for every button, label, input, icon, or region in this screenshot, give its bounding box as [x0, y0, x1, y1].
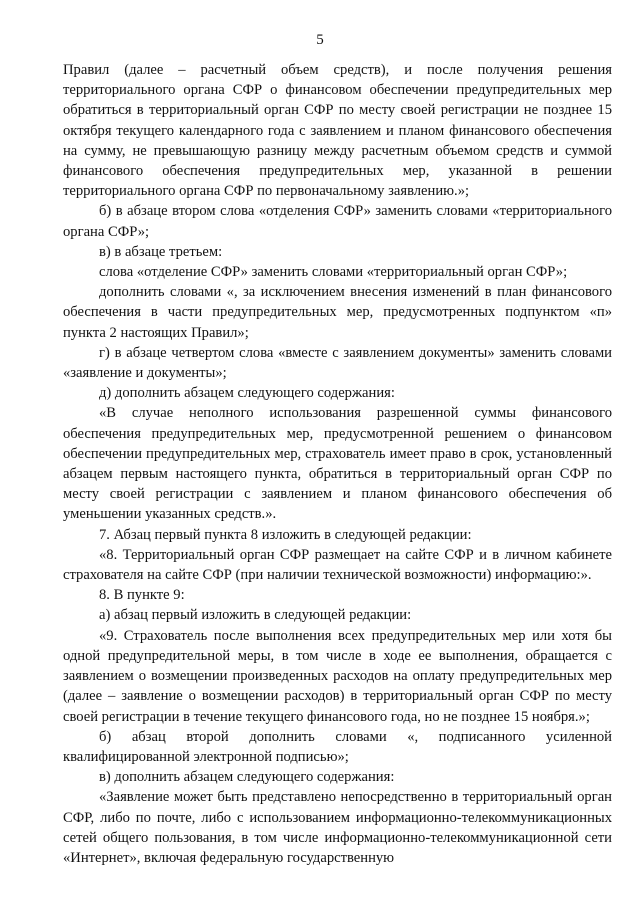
paragraph: в) в абзаце третьем:: [99, 243, 223, 260]
document-body: [63, 60, 612, 868]
paragraph: б) в абзаце втором слова «отделения СФР» заменить словами «территориального органа СФР»;: [63, 203, 612, 240]
paragraph: а) абзац первый изложить в следующей редакции:: [99, 607, 412, 624]
paragraph: дополнить словами «, за исключением внесения изменений в план финансового обеспечения в части предупредительных мер, предусмотренных подпунктом «п» пункта 2 настоящих Правил»;: [63, 284, 612, 341]
paragraph: «Заявление может быть представлено непосредственно в территориальный орган СФР, либо по почте, либо с использованием информационно-телекоммуникационных сетей общего пользования, в том числе информационно-телекоммуникационной сети «Интернет», включая федеральную государственную: [63, 789, 612, 866]
paragraph: «8. Территориальный орган СФР размещает на сайте СФР и в личном кабинете страхователя на сайте СФР (при наличии технической возможности) информацию:».: [63, 546, 612, 584]
page-number: 5: [316, 32, 324, 48]
paragraph: Правил (далее – расчетный объем средств), и после получения решения территориального органа СФР о финансовом обеспечении предупредительных мер обратиться в территориальный орган СФР по месту своей регистрации не позднее 15 октября текущего календарного года с заявлением и планом финансового обеспечения на сумму, не превышающую разницу между расчетным объемом средств и суммой финансового обеспечения предупредительных мер, указанной в решении территориального органа СФР по первоначальному заявлению.»;: [63, 62, 612, 200]
paragraph: в) дополнить абзацем следующего содержания:: [99, 769, 395, 786]
paragraph: слова «отделение СФР» заменить словами «территориальный орган СФР»;: [99, 264, 568, 281]
paragraph: «В случае неполного использования разрешенной суммы финансового обеспечения предупредительных мер, предусмотренной решением о финансовом обеспечении предупредительных мер, страхователь имеет право в срок, установленный абзацем первым настоящего пункта, обратиться в территориальный орган СФР по месту своей регистрации с заявлением и планом финансового обеспечения об уменьшении указанных средств.».: [63, 405, 612, 523]
paragraph: б) абзац второй дополнить словами «, подписанного усиленной квалифицированной электронной подписью»;: [63, 728, 612, 765]
paragraph: 8. В пункте 9:: [99, 587, 185, 604]
paragraph: д) дополнить абзацем следующего содержания:: [99, 385, 395, 402]
paragraph: г) в абзаце четвертом слова «вместе с заявлением документы» заменить словами «заявление и документы»;: [63, 344, 612, 382]
paragraph: 7. Абзац первый пункта 8 изложить в следующей редакции:: [99, 526, 472, 543]
paragraph: «9. Страхователь после выполнения всех предупредительных мер или хотя бы одной предупредительной меры, в том числе в ходе ее выполнения, обращается с заявлением о возмещении произведенных расходов на оплату предупредительных мер (далее – заявление о возмещении расходов) в территориальный орган СФР по месту своей регистрации в течение текущего финансового года, но не позднее 15 ноября.»;: [63, 627, 612, 725]
